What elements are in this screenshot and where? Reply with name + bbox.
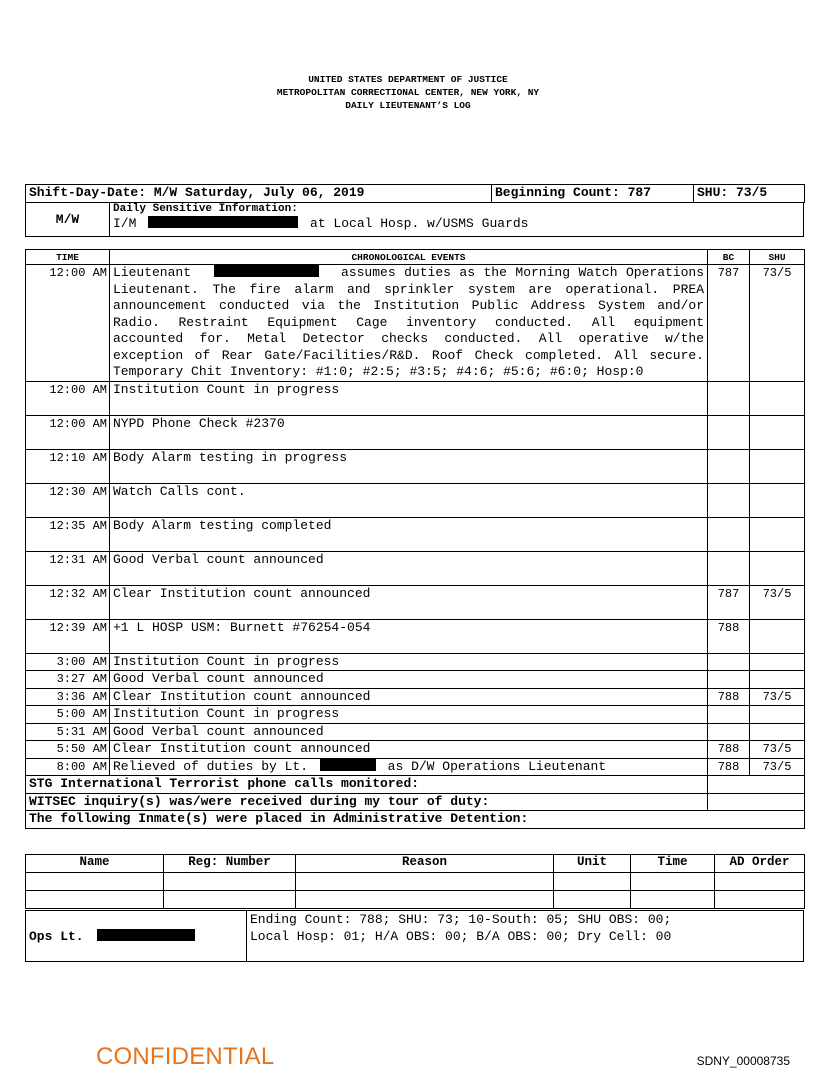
detention-row bbox=[26, 891, 805, 909]
column-header-reason: Reason bbox=[296, 855, 554, 873]
column-header-bc: BC bbox=[708, 250, 750, 265]
event-shu bbox=[750, 723, 805, 741]
stg-monitor-value bbox=[708, 776, 805, 794]
event-shu bbox=[750, 706, 805, 724]
event-time: 3:00 AM bbox=[26, 653, 110, 671]
event-row bbox=[26, 265, 805, 382]
event-shu bbox=[750, 381, 805, 415]
event-shu bbox=[750, 517, 805, 551]
admin-detention-table bbox=[25, 854, 805, 909]
stg-monitor-line: STG International Terrorist phone calls monitored: bbox=[26, 776, 708, 794]
event-row bbox=[26, 585, 805, 619]
event-time: 3:36 AM bbox=[26, 688, 110, 706]
sensitive-info-prefix: I/M bbox=[113, 216, 137, 231]
ending-count-line-1: Ending Count: 788; SHU: 73; 10-South: 05; SHU OBS: 00; bbox=[250, 912, 672, 927]
event-text: Clear Institution count announced bbox=[110, 688, 708, 706]
ending-count-line-2: Local Hosp: 01; H/A OBS: 00; B/A OBS: 00; Dry Cell: 00 bbox=[250, 929, 672, 944]
event-time: 12:39 AM bbox=[26, 619, 110, 653]
event-row-relieved bbox=[26, 758, 805, 776]
column-header-unit: Unit bbox=[554, 855, 631, 873]
column-header-time: Time bbox=[631, 855, 715, 873]
event-bc: 787 bbox=[708, 585, 750, 619]
redaction-bar bbox=[148, 216, 298, 228]
event-text-lead: Lieutenant bbox=[113, 265, 192, 280]
event-time: 3:27 AM bbox=[26, 671, 110, 689]
redaction-bar bbox=[97, 929, 195, 941]
event-text: Good Verbal count announced bbox=[110, 671, 708, 689]
shift-info-table bbox=[25, 184, 805, 203]
sensitive-info-text: at Local Hosp. w/USMS Guards bbox=[310, 216, 529, 231]
header-line-facility: METROPOLITAN CORRECTIONAL CENTER, NEW YORK, NY bbox=[276, 87, 540, 98]
event-shu: 73/5 bbox=[750, 758, 805, 776]
header-line-title: DAILY LIEUTENANT’S LOG bbox=[345, 100, 471, 111]
event-time: 12:10 AM bbox=[26, 449, 110, 483]
event-bc: 788 bbox=[708, 619, 750, 653]
sensitive-info-table bbox=[25, 202, 804, 237]
event-text-tail: as D/W Operations Lieutenant bbox=[387, 758, 607, 774]
column-header-name: Name bbox=[26, 855, 164, 873]
event-bc bbox=[708, 415, 750, 449]
event-shu: 73/5 bbox=[750, 688, 805, 706]
column-header-reg-number: Reg: Number bbox=[164, 855, 296, 873]
event-text: Institution Count in progress bbox=[110, 381, 708, 415]
event-bc: 788 bbox=[708, 758, 750, 776]
sensitive-info-label: Daily Sensitive Information: bbox=[113, 203, 298, 215]
ending-count-summary bbox=[247, 911, 804, 962]
event-bc bbox=[708, 517, 750, 551]
event-row bbox=[26, 723, 805, 741]
event-text: Good Verbal count announced bbox=[110, 551, 708, 585]
shu-count: SHU: 73/5 bbox=[694, 185, 805, 203]
detention-row bbox=[26, 873, 805, 891]
event-text-lead: Relieved of duties by Lt. bbox=[113, 758, 309, 774]
event-time: 12:00 AM bbox=[26, 415, 110, 449]
ops-lt-label: Ops Lt. bbox=[29, 928, 84, 944]
event-time: 5:50 AM bbox=[26, 741, 110, 759]
witsec-inquiry-line: WITSEC inquiry(s) was/were received during my tour of duty: bbox=[26, 793, 708, 811]
column-header-events: CHRONOLOGICAL EVENTS bbox=[110, 250, 708, 265]
confidential-stamp: CONFIDENTIAL bbox=[96, 1043, 275, 1070]
witsec-inquiry-value bbox=[708, 793, 805, 811]
event-text: Good Verbal count announced bbox=[110, 723, 708, 741]
event-bc bbox=[708, 671, 750, 689]
event-time: 12:00 AM bbox=[26, 265, 110, 382]
redaction-bar bbox=[214, 265, 319, 277]
event-text: Clear Institution count announced bbox=[110, 741, 708, 759]
event-shu: 73/5 bbox=[750, 265, 805, 382]
event-shu bbox=[750, 551, 805, 585]
event-time: 12:00 AM bbox=[26, 381, 110, 415]
bates-number: SDNY_00008735 bbox=[696, 1054, 790, 1068]
column-header-ad-order: AD Order bbox=[715, 855, 805, 873]
event-shu bbox=[750, 449, 805, 483]
event-text: NYPD Phone Check #2370 bbox=[110, 415, 708, 449]
event-row bbox=[26, 653, 805, 671]
event-text-body: assumes duties as the Morning Watch Operations Lieutenant. The fire alarm and sprinkler system are operational. PREA announcement conducted via the Institution Public Address System and/or Radio. Restraint Equipment Cage inventory conducted. All equipment accounted for. Metal Detector checks conducted. All operative w/the exception of Rear Gate/Facilities/R&D. Roof Check completed. All secure. Temporary Chit Inventory: #1:0; #2:5; #3:5; #4:6; #5:6; #6:0; Hosp:0 bbox=[113, 265, 704, 379]
event-shu bbox=[750, 671, 805, 689]
event-row bbox=[26, 415, 805, 449]
event-row bbox=[26, 741, 805, 759]
event-row bbox=[26, 619, 805, 653]
column-header-shu: SHU bbox=[750, 250, 805, 265]
event-row bbox=[26, 483, 805, 517]
event-time: 8:00 AM bbox=[26, 758, 110, 776]
event-bc bbox=[708, 449, 750, 483]
event-bc: 788 bbox=[708, 741, 750, 759]
event-text bbox=[110, 758, 708, 776]
event-text: Body Alarm testing in progress bbox=[110, 449, 708, 483]
event-text: Watch Calls cont. bbox=[110, 483, 708, 517]
event-time: 12:35 AM bbox=[26, 517, 110, 551]
event-bc bbox=[708, 723, 750, 741]
event-shu bbox=[750, 483, 805, 517]
event-shu bbox=[750, 653, 805, 671]
event-bc bbox=[708, 381, 750, 415]
event-row bbox=[26, 381, 805, 415]
event-row bbox=[26, 671, 805, 689]
event-text bbox=[110, 265, 708, 382]
beginning-count: Beginning Count: 787 bbox=[492, 185, 694, 203]
event-bc bbox=[708, 653, 750, 671]
event-bc bbox=[708, 483, 750, 517]
event-time: 5:31 AM bbox=[26, 723, 110, 741]
shift-day-date: Shift-Day-Date: M/W Saturday, July 06, 2019 bbox=[26, 185, 492, 203]
header-line-agency: UNITED STATES DEPARTMENT OF JUSTICE bbox=[308, 74, 508, 85]
event-time: 12:31 AM bbox=[26, 551, 110, 585]
event-time: 5:00 AM bbox=[26, 706, 110, 724]
event-text: +1 L HOSP USM: Burnett #76254-054 bbox=[110, 619, 708, 653]
event-text: Clear Institution count announced bbox=[110, 585, 708, 619]
event-shu bbox=[750, 619, 805, 653]
event-row bbox=[26, 517, 805, 551]
event-text: Body Alarm testing completed bbox=[110, 517, 708, 551]
event-bc bbox=[708, 551, 750, 585]
column-header-time: TIME bbox=[26, 250, 110, 265]
sensitive-info-cell bbox=[110, 203, 804, 237]
event-bc bbox=[708, 706, 750, 724]
admin-detention-line: The following Inmate(s) were placed in Administrative Detention: bbox=[26, 811, 805, 829]
event-bc: 787 bbox=[708, 265, 750, 382]
document-header bbox=[0, 73, 816, 112]
watch-label: M/W bbox=[26, 203, 110, 237]
chronological-events-table bbox=[25, 249, 805, 829]
event-row bbox=[26, 551, 805, 585]
event-row bbox=[26, 706, 805, 724]
event-text: Institution Count in progress bbox=[110, 706, 708, 724]
event-text: Institution Count in progress bbox=[110, 653, 708, 671]
closing-table bbox=[25, 910, 804, 962]
event-bc: 788 bbox=[708, 688, 750, 706]
event-shu: 73/5 bbox=[750, 741, 805, 759]
ops-lt-signature bbox=[26, 911, 247, 962]
redaction-bar bbox=[320, 759, 376, 771]
event-shu: 73/5 bbox=[750, 585, 805, 619]
event-row bbox=[26, 449, 805, 483]
event-row bbox=[26, 688, 805, 706]
event-time: 12:30 AM bbox=[26, 483, 110, 517]
event-time: 12:32 AM bbox=[26, 585, 110, 619]
event-shu bbox=[750, 415, 805, 449]
